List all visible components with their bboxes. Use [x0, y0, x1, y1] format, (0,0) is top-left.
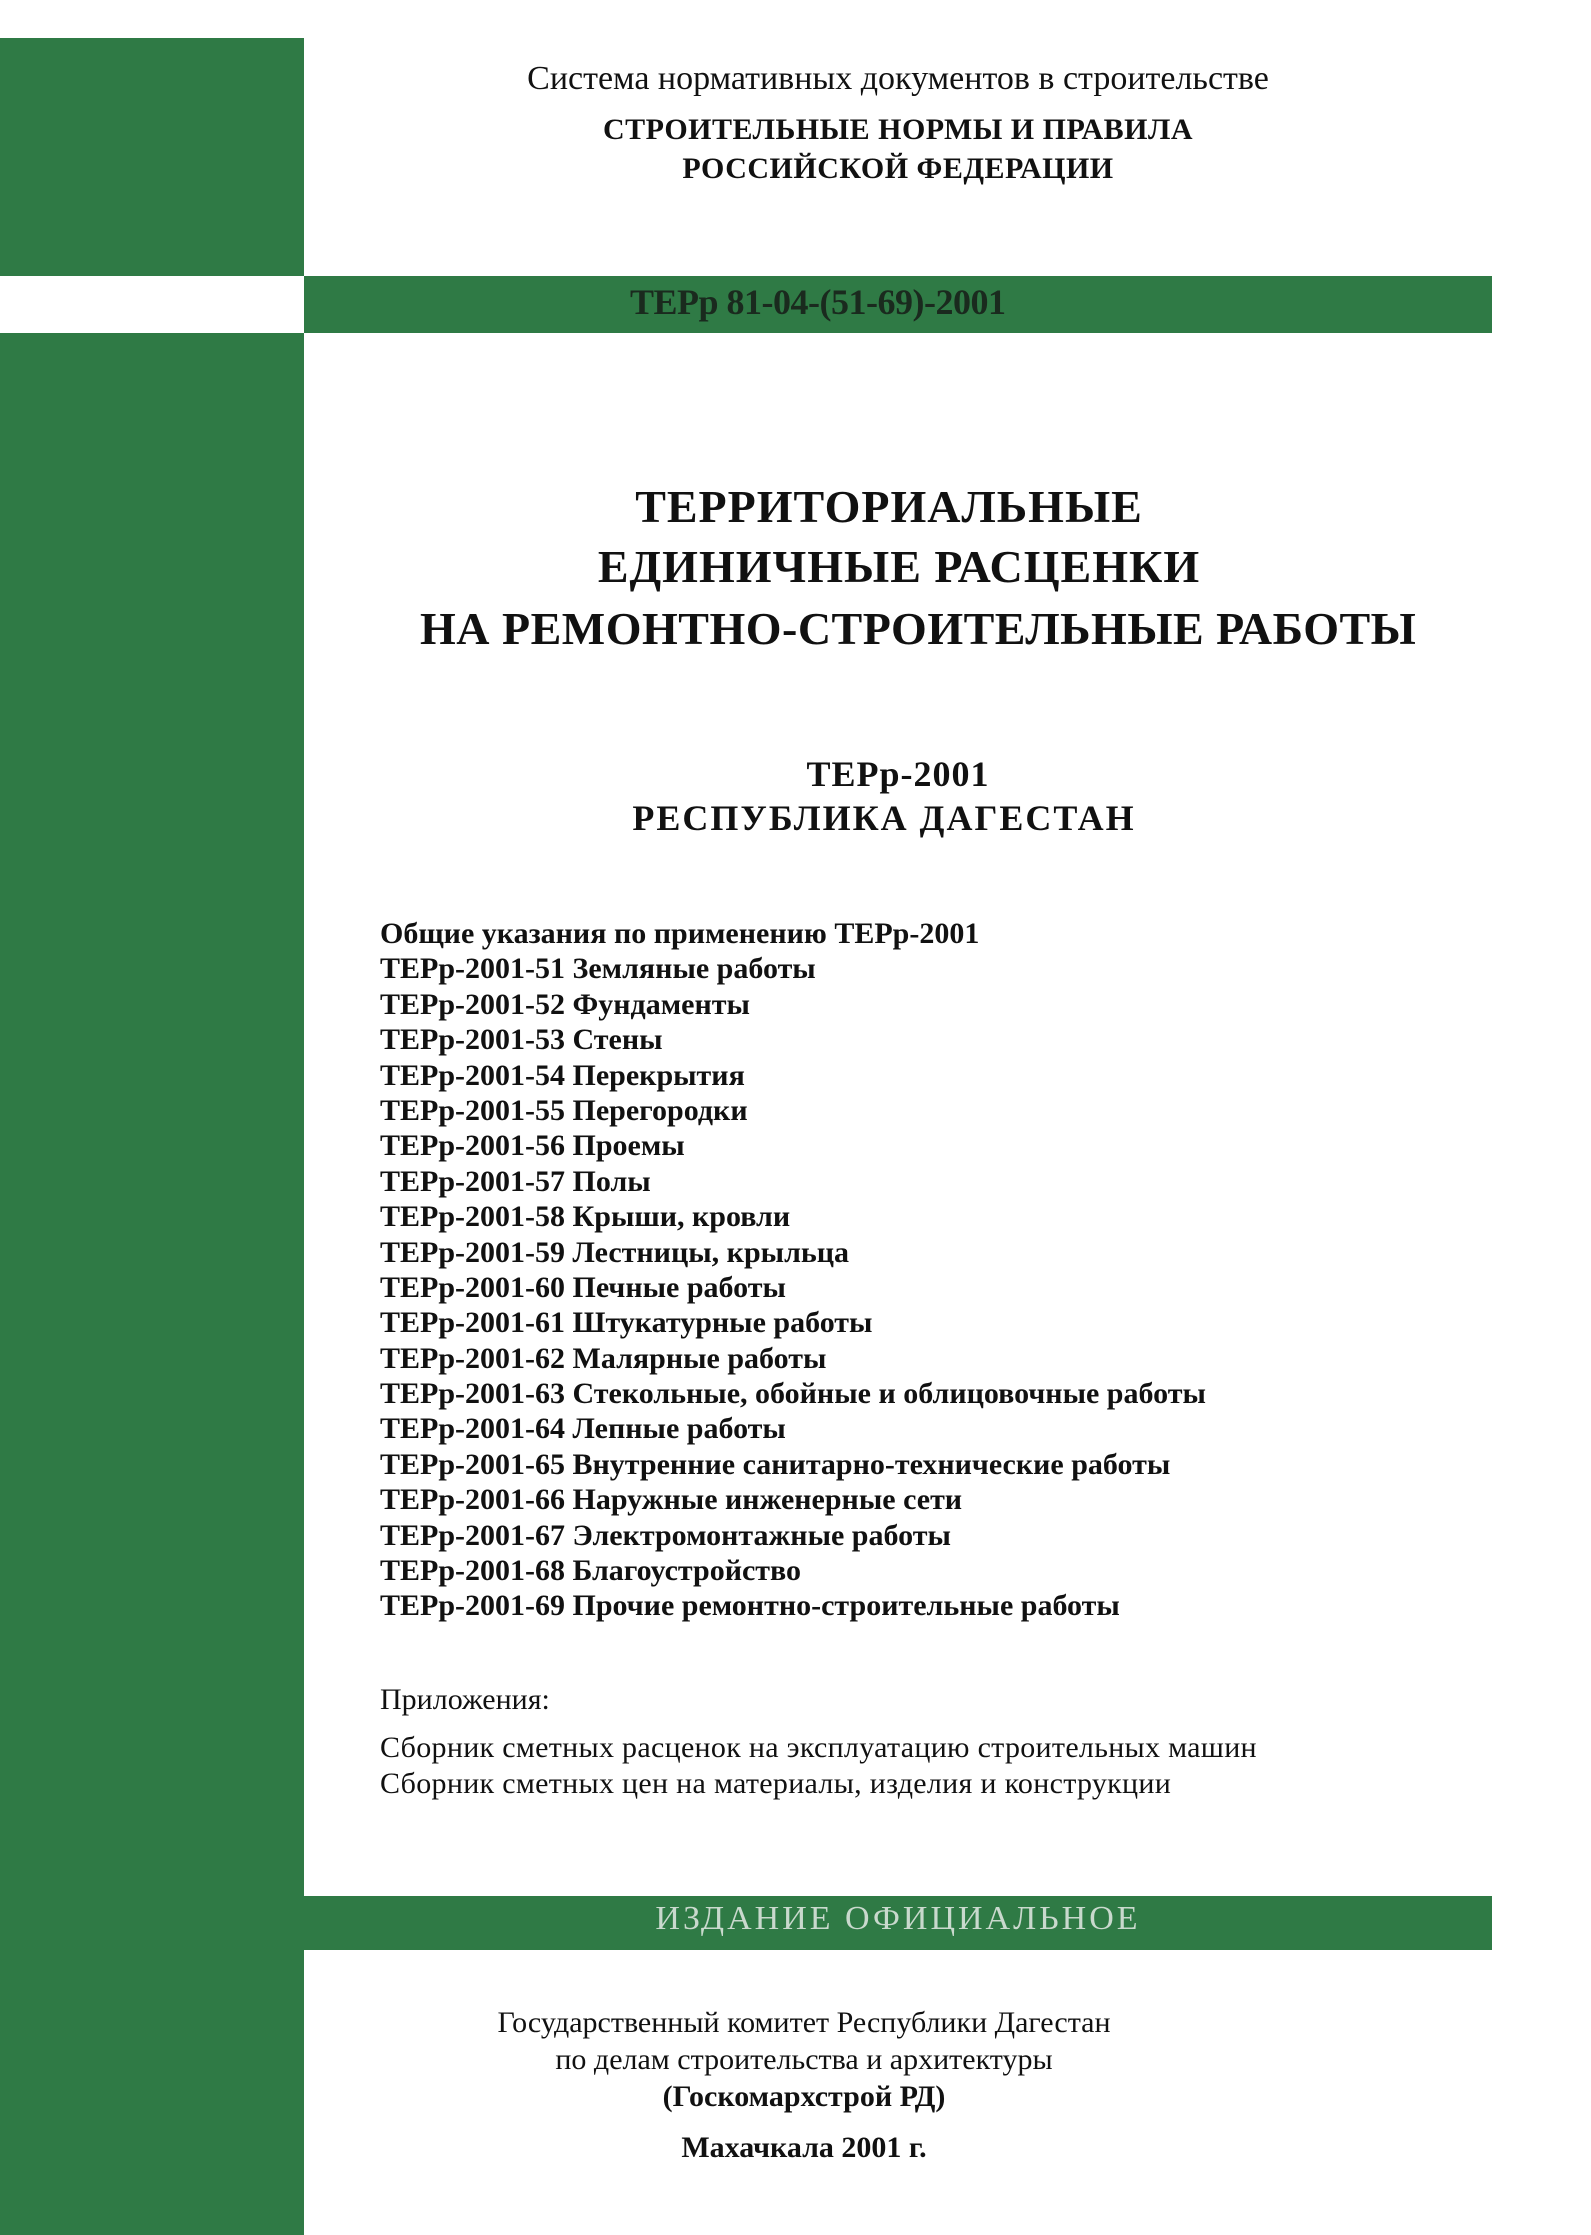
- contents-item: ТЕРр-2001-69 Прочие ремонтно-строительные работы: [380, 1589, 1120, 1623]
- system-title: Система нормативных документов в строительстве: [527, 60, 1269, 97]
- contents-item: Общие указания по применению ТЕРр-2001: [380, 917, 980, 950]
- contents-item: ТЕРр-2001-53 Стены: [380, 1023, 663, 1057]
- document-code: ТЕРр 81-04-(51-69)-2001: [630, 282, 1006, 322]
- official-edition-label: ИЗДАНИЕ ОФИЦИАЛЬНОЕ: [655, 1900, 1141, 1937]
- contents-item: ТЕРр-2001-52 Фундаменты: [380, 987, 750, 1021]
- contents-item: ТЕРр-2001-68 Благоустройство: [380, 1554, 802, 1588]
- main-title-line3: НА РЕМОНТНО-СТРОИТЕЛЬНЫЕ РАБОТЫ: [420, 603, 1417, 654]
- green-strip-top: [0, 38, 304, 276]
- publisher-line2: по делам строительства и архитектуры: [555, 2043, 1053, 2076]
- contents-item: ТЕРр-2001-66 Наружные инженерные сети: [380, 1483, 963, 1517]
- contents-item: ТЕРр-2001-56 Проемы: [380, 1129, 685, 1163]
- main-title-line1: ТЕРРИТОРИАЛЬНЫЕ: [635, 481, 1143, 532]
- contents-item: ТЕРр-2001-57 Полы: [380, 1164, 651, 1198]
- contents-item: ТЕРр-2001-51 Земляные работы: [380, 952, 816, 986]
- publisher-line1: Государственный комитет Республики Дагестан: [497, 2006, 1111, 2039]
- contents-list: [380, 916, 1206, 1624]
- contents-item: ТЕРр-2001-54 Перекрытия: [380, 1058, 745, 1092]
- subtitle-code: ТЕРр-2001: [806, 754, 990, 794]
- snip-title-line1: СТРОИТЕЛЬНЫЕ НОРМЫ И ПРАВИЛА: [603, 113, 1193, 146]
- contents-item: ТЕРр-2001-55 Перегородки: [380, 1093, 748, 1127]
- subtitle-region: РЕСПУБЛИКА ДАГЕСТАН: [632, 798, 1136, 838]
- city-year: Махачкала 2001 г.: [681, 2131, 927, 2164]
- contents-item: ТЕРр-2001-67 Электромонтажные работы: [380, 1518, 951, 1552]
- contents-item: ТЕРр-2001-59 Лестницы, крыльца: [380, 1235, 850, 1269]
- appendix-title: Приложения:: [380, 1683, 550, 1716]
- snip-title-line2: РОССИЙСКОЙ ФЕДЕРАЦИИ: [682, 152, 1114, 185]
- appendix-item: Сборник сметных расценок на эксплуатацию строительных машин: [380, 1731, 1257, 1764]
- contents-item: ТЕРр-2001-62 Малярные работы: [380, 1341, 827, 1375]
- contents-item: ТЕРр-2001-61 Штукатурные работы: [380, 1306, 873, 1340]
- contents-item: ТЕРр-2001-63 Стекольные, обойные и облицовочные работы: [380, 1377, 1206, 1411]
- green-strip-left: [0, 333, 304, 2235]
- contents-item: ТЕРр-2001-60 Печные работы: [380, 1270, 786, 1304]
- contents-item: ТЕРр-2001-65 Внутренние санитарно-технические работы: [380, 1447, 1171, 1481]
- appendix-item: Сборник сметных цен на материалы, изделия и конструкции: [380, 1767, 1172, 1800]
- publisher-abbreviation: (Госкомархстрой РД): [662, 2080, 946, 2113]
- appendix-list: [380, 1730, 1257, 1802]
- contents-item: ТЕРр-2001-58 Крыши, кровли: [380, 1200, 791, 1234]
- contents-item: ТЕРр-2001-64 Лепные работы: [380, 1412, 786, 1446]
- main-title-line2: ЕДИНИЧНЫЕ РАСЦЕНКИ: [597, 541, 1201, 592]
